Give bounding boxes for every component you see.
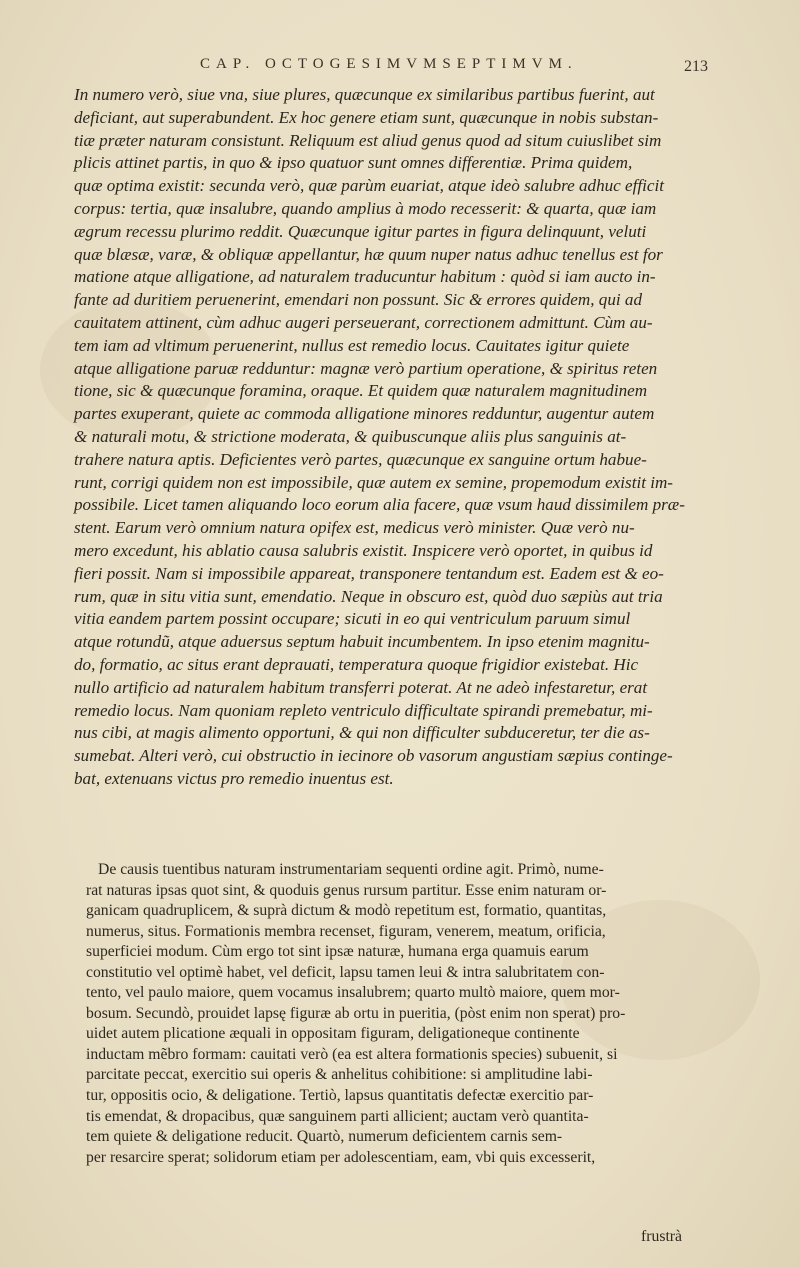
text-line: ganicam quadruplicem, & suprà dictum & modò repetitum est, formatio, quantitas,: [86, 902, 607, 920]
text-line: nus cibi, at magis alimento opportuni, & qui non difficulter subduceretur, ter die as-: [74, 723, 650, 743]
text-line: fante ad duritiem peruenerint, emendari non possunt. Sic & errores quidem, qui ad: [74, 290, 642, 310]
text-line: tem iam ad vltimum peruenerint, nullus est remedio locus. Cauitates igitur quiete: [74, 335, 630, 355]
text-line: cauitatem attinent, cùm adhuc augeri perseuerant, correctionem admittunt. Cùm au-: [74, 312, 653, 332]
text-line: partes exuperant, quiete ac commoda alligatione minores redduntur, augentur autem: [74, 404, 655, 424]
text-line: sumebat. Alteri verò, cui obstructio in iecinore ob vasorum angustiam sæpius continge-: [74, 746, 673, 766]
catchword: frustrà: [641, 1228, 682, 1245]
text-line: nullo artificio ad naturalem habitum transferri poterat. At ne adeò infestaretur, erat: [74, 677, 648, 697]
text-line: quæ blæsæ, varæ, & obliquæ appellantur, hæ quum nuper natus adhuc tenellus est for: [74, 244, 663, 264]
text-line: tur, oppositis ocio, & deligatione. Tertiò, lapsus quantitatis defectæ exercitio par-: [86, 1087, 594, 1105]
text-line: superficiei modum. Cùm ergo tot sint ipsæ naturæ, humana erga quamuis earum: [86, 943, 589, 961]
text-line: possibile. Licet tamen aliquando loco eorum alia facere, quæ vsum haud dissimilem præ-: [74, 495, 685, 515]
text-line: In numero verò, siue vna, siue plures, quæcunque ex similaribus partibus fuerint, aut: [74, 85, 655, 104]
text-line: tento, vel paulo maiore, quem vocamus insalubrem; quarto multò maiore, quem mor-: [86, 984, 620, 1002]
text-line: corpus: tertia, quæ insalubre, quando amplius à modo recesserit: & quarta, quæ iam: [74, 198, 657, 218]
text-line: trahere natura aptis. Deficientes verò partes, quæcunque ex sanguine ortum habue-: [74, 449, 647, 469]
text-line: atque alligatione paruæ redduntur: magnæ verò partium operatione, & spiritus reten: [74, 358, 658, 378]
text-line: rum, quæ in situ vitia sunt, emendatio. Neque in obscuro est, quòd duo sæpiùs aut tria: [74, 586, 663, 606]
text-line: numerus, situs. Formationis membra recenset, figuram, venerem, meatum, orificia,: [86, 922, 606, 940]
running-head: CAP. OCTOGESIMVMSEPTIMVM.: [200, 56, 578, 72]
text-line: quæ optima existit: secunda verò, quæ parùm euariat, atque ideò salubre adhuc efficit: [74, 176, 664, 196]
text-line: per resarcire sperat; solidorum etiam per adolescentiam, eam, vbi quis excesserit,: [86, 1148, 596, 1166]
text-line: uidet autem plicatione æquali in oppositam figuram, deligationeque continente: [86, 1025, 580, 1043]
text-line: ægrum recessu plurimo reddit. Quæcunque igitur partes in figura delinquunt, veluti: [74, 221, 647, 241]
text-line: bat, extenuans victus pro remedio inuentus est.: [74, 768, 394, 788]
text-line: inductam mẽbro formam: cauitati verò (ea est altera formationis species) subuenit, si: [86, 1045, 618, 1063]
text-line: tiæ præter naturam consistunt. Reliquum est aliud genus quod ad situm cuiuslibet sim: [74, 130, 662, 150]
text-line: bosum. Secundò, prouidet lapsę figuræ ab ortu in pueritia, (pòst enim non sperat) pro-: [86, 1004, 626, 1022]
text-line: rat naturas ipsas quot sint, & quoduis genus rursum partitur. Esse enim naturam or-: [86, 881, 607, 899]
text-line: parcitate peccat, exercitio sui operis & anhelitus cohibitione: si amplitudine labi-: [86, 1066, 593, 1084]
commentary-text-italic: [74, 84, 734, 791]
text-line: tis emendat, & dropacibus, quæ sanguinem parti allicient; auctam verò quantita-: [86, 1107, 589, 1125]
text-line: remedio locus. Nam quoniam repleto ventriculo difficultate spirandi premebatur, mi-: [74, 700, 653, 720]
text-line: & naturali motu, & strictione moderata, & quibuscunque aliis plus sanguinis at-: [74, 426, 627, 446]
page-header: [0, 56, 800, 80]
text-line: constitutio vel optimè habet, vel deficit, lapsu tamen leui & intra salubritatem con-: [86, 963, 605, 981]
text-line: tem quiete & deligatione reducit. Quartò, numerum deficientem carnis sem-: [86, 1128, 563, 1146]
summary-text-roman: [86, 860, 716, 1168]
text-line: atque rotundũ, atque aduersus septum habuit incumbentem. In ipso etenim magnitu-: [74, 632, 650, 652]
text-line: do, formatio, ac situs erant deprauati, temperatura quoque frigidior existebat. Hic: [74, 654, 639, 674]
text-line: plicis attinet partis, in quo & ipso quatuor sunt omnes differentiæ. Prima quidem,: [74, 153, 633, 173]
text-line: De causis tuentibus naturam instrumentariam sequenti ordine agit. Primò, nume-: [98, 861, 604, 878]
text-line: stent. Earum verò omnium natura opifex est, medicus verò minister. Quæ verò nu-: [74, 518, 635, 538]
text-line: mero excedunt, his ablatio causa salubris existit. Inspicere verò oportet, in quibus id: [74, 540, 653, 560]
text-line: vitia eandem partem possint occupare; sicuti in eo qui ventriculum paruum simul: [74, 609, 631, 629]
text-line: matione atque alligatione, ad naturalem traducuntur habitum : quòd si iam aucto in-: [74, 267, 656, 287]
text-line: fieri possit. Nam si impossibile appareat, transponere tentandum est. Eadem est & eo-: [74, 563, 664, 583]
text-line: deficiant, aut superabundent. Ex hoc genere etiam sunt, quæcunque in nobis substan-: [74, 107, 659, 127]
page-number: 213: [684, 58, 708, 75]
text-line: tione, sic & quæcunque foramina, oraque. Et quidem quæ naturalem magnitudinem: [74, 381, 648, 401]
text-line: runt, corrigi quidem non est impossibile, quæ autem ex semine, propemodum existit im-: [74, 472, 673, 492]
